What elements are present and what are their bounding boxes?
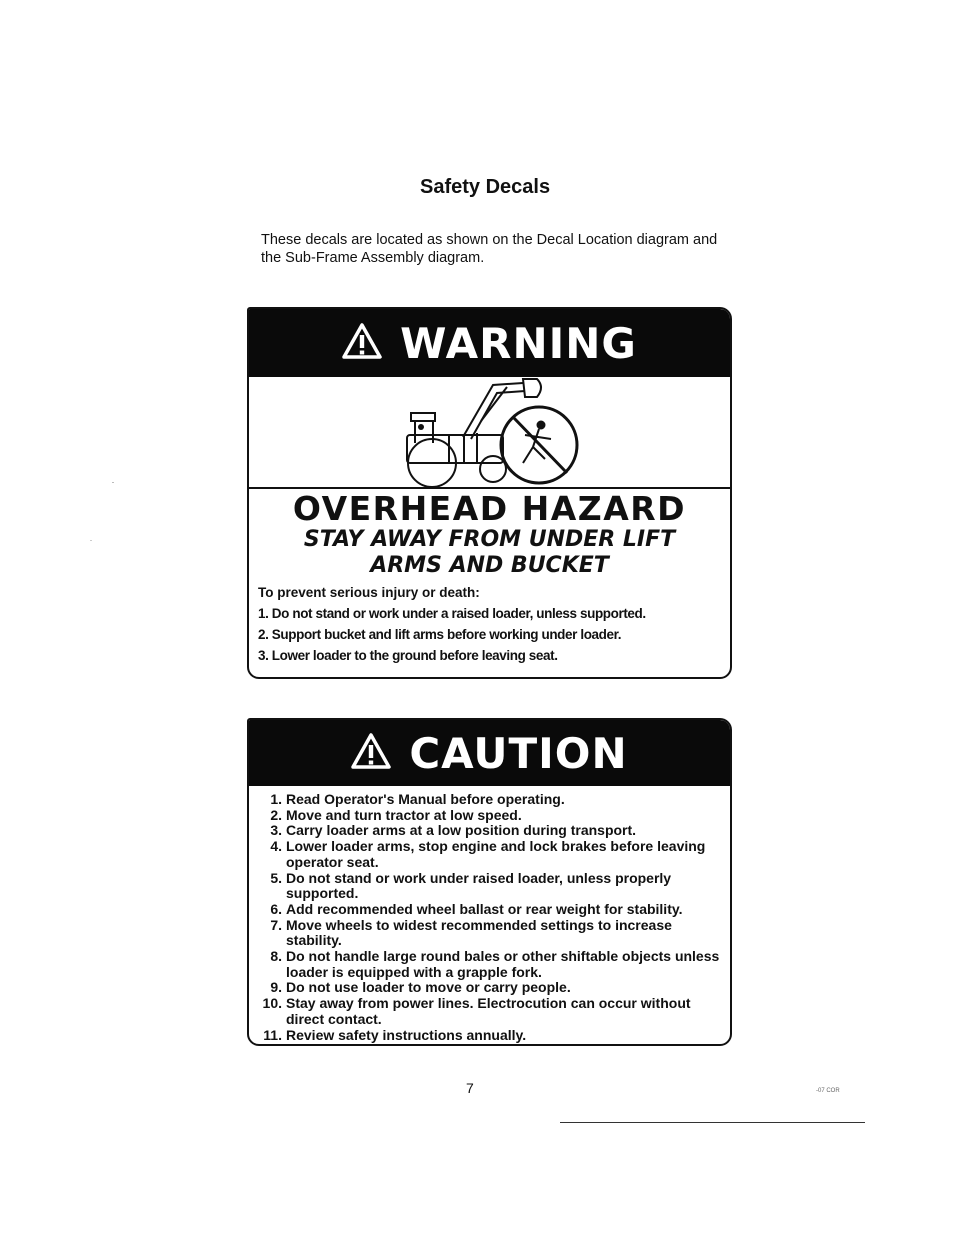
warning-item: 2. Support bucket and lift arms before working under loader. [258,627,622,642]
page-number: 7 [466,1080,474,1096]
item-number: 10. [262,995,282,1012]
item-text: Add recommended wheel ballast or rear weight for stability. [286,900,683,917]
hazard-subtitle-line-2: ARMS AND BUCKET [370,553,609,578]
bottom-rule [560,1122,865,1123]
list-item [249,823,730,839]
list-item [249,808,730,824]
scan-speck [90,540,92,541]
corner-mark: -07 COR [816,1088,840,1094]
caution-list [249,786,730,1043]
warning-header [249,309,730,377]
item-number: 7. [270,916,282,933]
list-item [249,996,730,1027]
item-text: Stay away from power lines. Electrocution can occur without direct contact. [286,995,691,1027]
item-number: 1. [270,791,282,807]
list-item [249,871,730,902]
warning-heading: WARNING [400,318,637,368]
warning-decal [247,307,732,679]
item-text: Do not use loader to move or carry people. [286,979,571,996]
item-text: Review safety instructions annually. [286,1026,527,1043]
warning-item: 3. Lower loader to the ground before leaving seat. [258,648,558,663]
warning-lead: To prevent serious injury or death: [258,585,480,600]
scan-speck [112,482,114,483]
caution-header [249,720,730,786]
item-text: Carry loader arms at a low position during transport. [286,822,637,839]
item-number: 8. [270,948,282,965]
list-item [249,980,730,996]
overhead-hazard-pictogram [249,377,730,489]
list-item [249,949,730,980]
item-text: Read Operator's Manual before operating. [286,791,565,807]
item-text: Move and turn tractor at low speed. [286,806,522,823]
item-number: 9. [270,979,282,996]
item-text: Do not stand or work under raised loader, unless properly supported. [286,869,672,902]
warning-item: 1. Do not stand or work under a raised loader, unless supported. [258,606,646,621]
item-number: 11. [263,1026,282,1043]
hazard-subtitle-line-1: STAY AWAY FROM UNDER LIFT [303,527,676,552]
item-text: Move wheels to widest recommended settings to increase stability. [286,916,672,949]
page-title: Safety Decals [420,176,551,198]
caution-decal [247,718,732,1046]
item-number: 4. [270,838,282,855]
item-number: 6. [270,900,282,917]
item-number: 2. [270,806,282,823]
item-text: Lower loader arms, stop engine and lock brakes before leaving operator seat. [286,838,706,870]
intro-paragraph: These decals are located as shown on the Decal Location diagram and the Sub-Frame Assembly diagram. [261,232,718,266]
warning-triangle-icon [351,733,391,774]
hazard-title: OVERHEAD HAZARD [292,489,687,528]
list-item [249,918,730,949]
list-item [249,792,730,808]
list-item [249,1028,730,1044]
list-item [249,839,730,870]
warning-triangle-icon [342,323,382,364]
item-text: Do not handle large round bales or other shiftable objects unless loader is equipped with a grapple fork. [286,948,720,980]
item-number: 3. [270,822,282,839]
list-item [249,902,730,918]
warning-instructions [249,579,730,663]
item-number: 5. [270,869,282,886]
caution-heading: CAUTION [409,728,628,778]
tractor-loader-pictogram [249,377,730,487]
